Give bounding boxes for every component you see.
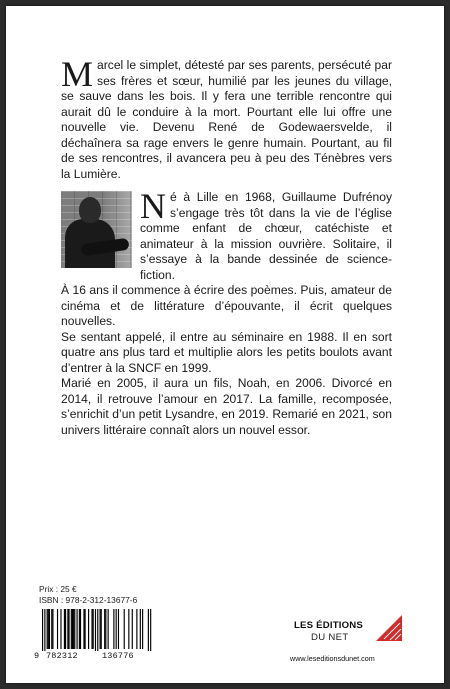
barcode-bar bbox=[42, 609, 43, 651]
barcode-left-digits: 782312 bbox=[46, 651, 78, 661]
barcode-bar bbox=[88, 609, 89, 649]
author-silhouette-head bbox=[79, 197, 101, 223]
barcode-bar bbox=[97, 609, 98, 651]
barcode-bar bbox=[67, 609, 68, 649]
barcode-bar bbox=[85, 609, 86, 649]
author-bio bbox=[61, 186, 392, 438]
synopsis-dropcap-wrap bbox=[61, 54, 94, 94]
barcode-bar bbox=[150, 609, 151, 651]
barcode-bar bbox=[52, 609, 53, 649]
barcode-bar bbox=[91, 609, 92, 649]
barcode-bar bbox=[71, 609, 72, 649]
barcode-bar bbox=[64, 609, 65, 649]
barcode-bar bbox=[105, 609, 106, 649]
barcode-bar bbox=[77, 609, 78, 649]
publisher-logo bbox=[294, 613, 404, 653]
synopsis-text: arcel le simplet, détesté par ses parents, persécuté par ses frères et sœur, humilié par les jeunes du village, se sauve dans les bois. Il y fera une terrible rencontre qui aurait dû le conduire à la mort. Pourtant elle lui offre une nouvelle vie. Devenu René de Godewaersvelde, il déchaînera sa rage envers le genre humain. Pourtant, au fil de ses rencontres, il avancera peu à peu des Ténèbres vers la Lumière. bbox=[61, 58, 392, 181]
barcode-bar bbox=[74, 609, 75, 649]
bio-dropcap-wrap bbox=[140, 186, 166, 226]
price: Prix : 25 € bbox=[39, 584, 77, 594]
bio-paragraph-3: Se sentant appelé, il entre au séminaire en 1988. Il en sort quatre ans plus tard et multiplie alors les petits boulots avant d’entrer à la SNCF en 1999. bbox=[61, 329, 392, 375]
publisher-website: www.leseditionsdunet.com bbox=[290, 654, 375, 663]
barcode-bar bbox=[57, 609, 58, 649]
barcode-bar bbox=[68, 609, 69, 649]
barcode-bar bbox=[73, 609, 74, 649]
barcode-bar bbox=[104, 609, 105, 649]
barcode bbox=[32, 607, 159, 667]
barcode-bar bbox=[148, 609, 149, 651]
publisher-emblem-icon bbox=[374, 613, 404, 643]
barcode-right-digits: 136776 bbox=[102, 651, 134, 661]
barcode-first-digit: 9 bbox=[34, 651, 40, 661]
barcode-bar bbox=[51, 609, 52, 649]
barcode-bar bbox=[128, 609, 129, 649]
price-info bbox=[39, 584, 137, 606]
barcode-bar bbox=[113, 609, 114, 649]
barcode-bar bbox=[44, 609, 45, 651]
barcode-bar bbox=[116, 609, 117, 649]
publisher-name: LES ÉDITIONS bbox=[294, 620, 364, 631]
barcode-bar bbox=[136, 609, 137, 649]
barcode-bar bbox=[49, 609, 50, 649]
isbn: ISBN : 978-2-312-13677-6 bbox=[39, 595, 138, 605]
back-cover bbox=[6, 6, 444, 683]
synopsis-dropcap: M bbox=[61, 54, 94, 94]
synopsis bbox=[61, 54, 392, 182]
barcode-bar bbox=[140, 609, 141, 649]
bio-dropcap: N bbox=[140, 186, 166, 226]
barcode-bar bbox=[100, 609, 101, 649]
barcode-bar bbox=[65, 609, 66, 649]
barcode-bar bbox=[72, 609, 73, 649]
barcode-bar bbox=[95, 609, 96, 651]
bio-intro: é à Lille en 1968, Guillaume Dufrénoy s’engage très tôt dans la vie de l’église comme enfant de chœur, catéchiste et animateur à la mission ouvrière. Solitaire, il s’essaye à la bande dessinée de science-fiction. bbox=[140, 190, 392, 282]
bio-paragraph-2: À 16 ans il commence à écrire des poèmes. Puis, amateur de cinéma et de littérature d’épouvante, il écrit quelques nouvelles. bbox=[61, 283, 392, 328]
bio-paragraph-4: Marié en 2005, il aura un fils, Noah, en 2006. Divorcé en 2014, il retrouve l’amour en 2017. La famille, recomposée, s’enrichit d’un petit Lysandre, en 2019. Remarié en 2021, son univers littéraire connaît alors un nouvel essor. bbox=[61, 376, 392, 437]
barcode-bar bbox=[79, 609, 80, 649]
barcode-bars bbox=[32, 607, 159, 651]
barcode-bar bbox=[101, 609, 102, 649]
barcode-bar bbox=[132, 609, 133, 649]
barcode-bar bbox=[93, 609, 94, 649]
barcode-bar bbox=[108, 609, 109, 649]
barcode-bar bbox=[124, 609, 125, 649]
barcode-bar bbox=[48, 609, 49, 649]
barcode-bar bbox=[83, 609, 84, 649]
barcode-bar bbox=[80, 609, 81, 649]
barcode-bar bbox=[142, 609, 143, 649]
barcode-bar bbox=[118, 609, 119, 649]
barcode-bar bbox=[47, 609, 48, 649]
barcode-bar bbox=[60, 609, 61, 649]
author-photo bbox=[61, 191, 132, 268]
publisher-subname: DU NET bbox=[311, 632, 349, 643]
